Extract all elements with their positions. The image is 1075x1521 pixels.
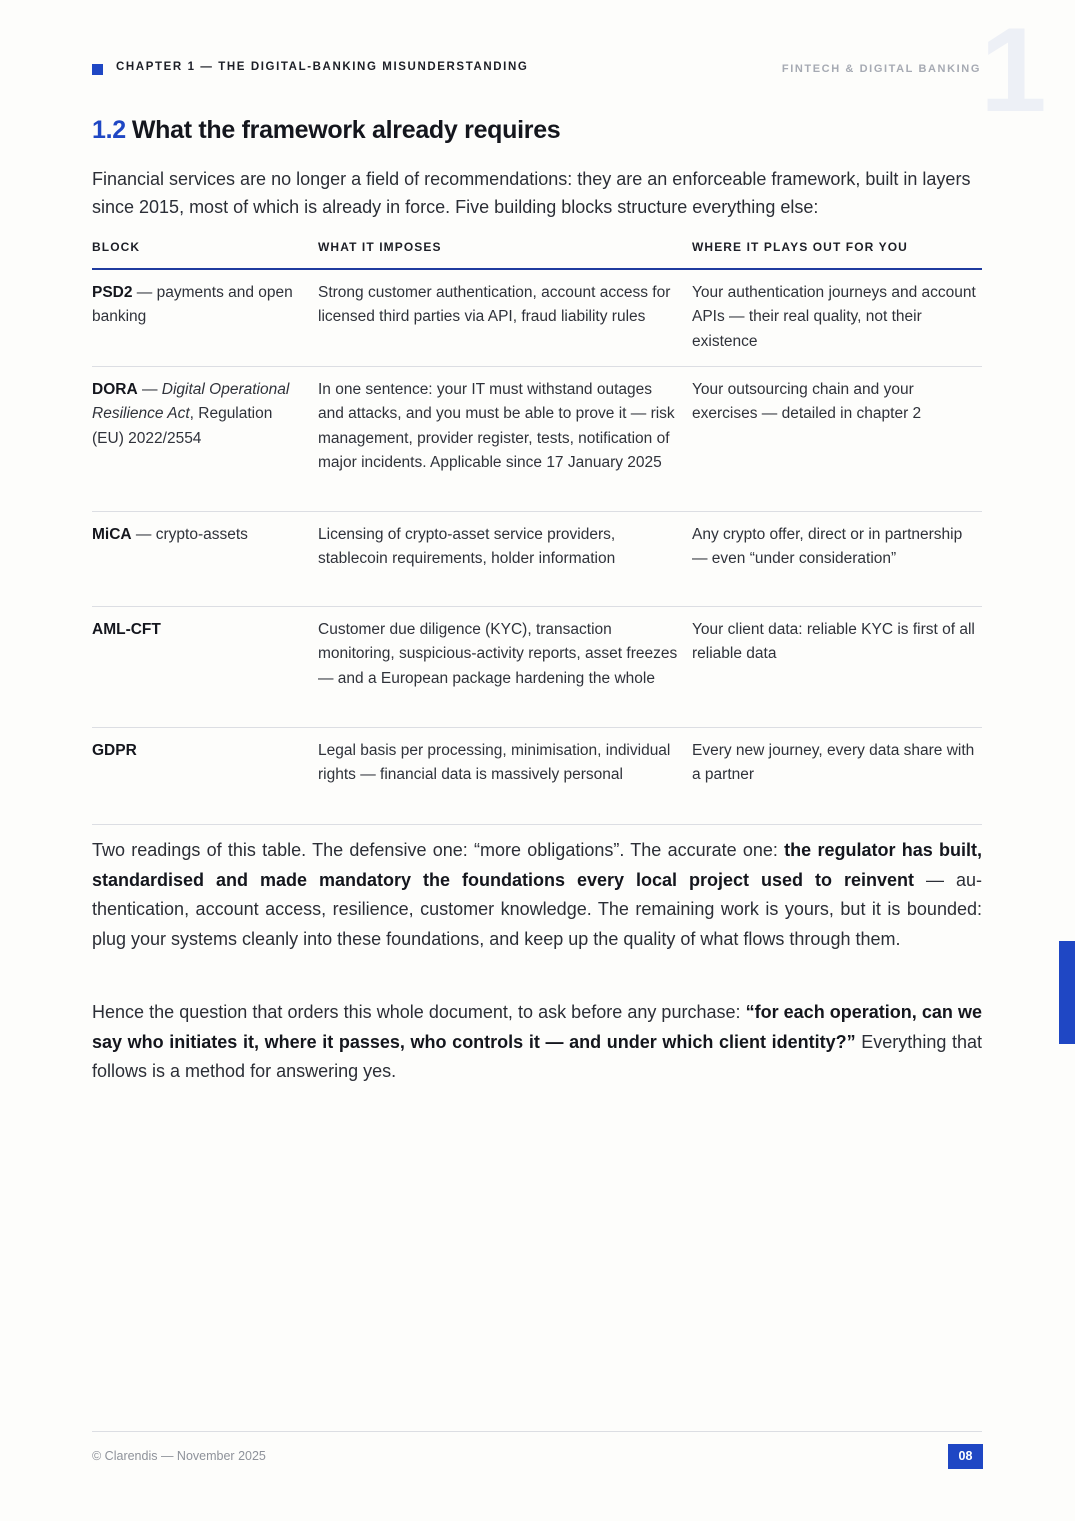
- block-description-extra: , Regulation (EU) 2022/2554: [92, 405, 273, 447]
- block-description: payments and open banking: [92, 284, 293, 326]
- chapter-marker: [92, 64, 103, 75]
- imposes-cell: In one sentence: your IT must withstand outages and attacks, and you must be able to prove it — risk management, provider register, tests, notification of major incidents. Applicable since 17 January 2025: [318, 381, 675, 472]
- regulation-table: [92, 232, 982, 825]
- plays-out-cell: Your client data: reliable KYC is first of all reliable data: [692, 621, 975, 663]
- footer-copyright: © Clarendis — November 2025: [92, 1449, 266, 1463]
- block-cell: DORA — Digital Operational Resilience Act, Regulation (EU) 2022/2554: [92, 381, 290, 447]
- block-name: AML-CFT: [92, 621, 161, 638]
- plays-out-cell: Every new journey, every data share with a partner: [692, 742, 975, 784]
- footer-divider: [92, 1431, 982, 1432]
- key-question: “for each operation, can we say who initiates it, where it passes, who controls it — and under which client identity?”: [92, 1002, 982, 1052]
- running-header-series: FINTECH & DIGITAL BANKING: [781, 63, 981, 75]
- block-name: PSD2: [92, 284, 133, 301]
- plays-out-cell: Your outsourcing chain and your exercises — detailed in chapter 2: [692, 381, 922, 423]
- section-heading: [92, 116, 560, 145]
- imposes-cell: Licensing of crypto-asset service providers, stablecoin requirements, holder information: [318, 526, 616, 568]
- section-number: 1.2: [92, 116, 126, 144]
- table-row: [92, 367, 982, 512]
- block-cell: [92, 728, 318, 824]
- block-cell: MiCA — crypto-assets: [92, 526, 248, 543]
- column-header-imposes: WHAT IT IMPOSES: [318, 240, 442, 254]
- imposes-cell: Customer due diligence (KYC), transaction monitoring, suspicious-activity reports, asset freezes — and a European package hardening the whole: [318, 621, 678, 687]
- table-row: [92, 512, 982, 607]
- plays-out-cell: Any crypto offer, direct or in partnership — even “under consideration”: [692, 526, 963, 568]
- block-cell: PSD2 — payments and open banking: [92, 284, 293, 326]
- running-header-chapter: CHAPTER 1 — THE DIGITAL-BANKING MISUNDERSTANDING: [116, 61, 529, 73]
- chapter-number-watermark: 1: [980, 3, 1047, 137]
- table-row: [92, 728, 982, 825]
- block-description: crypto-assets: [155, 526, 248, 543]
- question-paragraph: Hence the question that orders this whole document, to ask before any purchase: “for each operation, can we say who initiates it, where it passes, who controls it — and under which client identity?” Everything that follows is a method for answering yes.: [92, 1002, 982, 1081]
- section-title: What the framework already requires: [131, 116, 561, 144]
- intro-paragraph: Financial services are no longer a field of recommendations: they are an enforceable framework, built in layers since 2015, most of which is already in force. Five building blocks structure everything else:: [92, 169, 971, 217]
- block-name: DORA: [92, 381, 138, 398]
- analysis-emphasis: the regulator has built, standardised and made mandatory the foundations every local project used to reinvent: [92, 840, 982, 890]
- imposes-cell: Strong customer authentication, account access for licensed third parties via API, fraud liability rules: [318, 284, 671, 326]
- table-row: [92, 607, 982, 728]
- page-number: 08: [948, 1444, 983, 1469]
- block-description: Digital Operational Resilience Act: [92, 381, 290, 423]
- block-name: GDPR: [92, 742, 137, 759]
- column-header-block: BLOCK: [92, 240, 141, 254]
- column-header-plays-out: WHERE IT PLAYS OUT FOR YOU: [692, 240, 908, 254]
- analysis-paragraph: Two readings of this table. The defensive one: “more obligations”. The accurate one: the regulator has built, standardised and made mandatory the foundations every local project used to reinvent — authentication, account access, resilience, customer knowledge. The remaining work is yours, but it is bounded: plug your systems cleanly into these foundations, and keep up the quality of what flows through them.: [92, 840, 982, 949]
- chapter-side-tab: [1059, 941, 1075, 1044]
- plays-out-cell: Your authentication journeys and account APIs — their real quality, not their existence: [692, 284, 976, 350]
- block-name: MiCA: [92, 526, 132, 543]
- table-header: [92, 232, 982, 270]
- block-cell: [92, 607, 318, 727]
- imposes-cell: Legal basis per processing, minimisation, individual rights — financial data is massively personal: [318, 742, 671, 784]
- table-row: [92, 270, 982, 367]
